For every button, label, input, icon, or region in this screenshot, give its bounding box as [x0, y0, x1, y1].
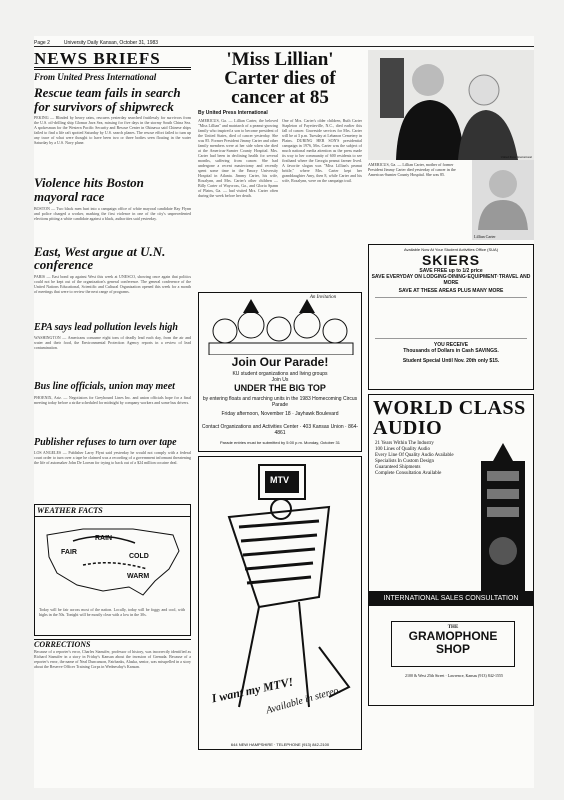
lead-body-column-1: AMERICUS, Ga. — Lillian Carter, the beloved "Miss Lillian" and matriarch of a peanut-growing family who inspired a son to become president of the United States, died of cancer yesterday. She was 85. Former President Jimmy Carter and other family members were at her side when she died at the Americus-Sumter County Hospital. Mrs. Carter had been in declining health for several months, suffering from cancer. She had undergone a recent mastectomy and recently spent some time in the Emory University Hospital in Atlanta. Jimmy Carter, his wife, Rosalynn, and Mrs. Carter's other children — Billy Carter of Waycross, Ga., and Gloria Spann of Plains, Ga. — had visited Mrs. Carter often during the week before her death.: [198, 118, 278, 198]
news-briefs-column: [34, 50, 191, 689]
story-headline: EPA says lead pollution levels high: [34, 321, 178, 333]
wca-line: Complete Consultation Available: [375, 471, 442, 476]
skiers-line-2: SAVE EVERYDAY ON LODGING·DINING·EQUIPMENT·TRAVEL AND MORE: [371, 274, 531, 286]
map-label-fair: FAIR: [61, 549, 77, 557]
story-headline: Rescue team fails in search for survivors of shipwreck: [34, 85, 181, 114]
gramophone-name: GRAMOPHONE SHOP: [408, 629, 498, 656]
gramophone-the: THE: [447, 625, 459, 630]
mtv-tagline: Available in stereo.: [264, 684, 343, 717]
lead-headline: 'Miss Lillian' Carter dies of cancer at 85: [224, 49, 336, 108]
carter-photo: [368, 50, 534, 160]
skiers-line-5: Thousands of Dollars in Cash SAVINGS.: [403, 348, 499, 354]
wca-body: [369, 441, 533, 591]
parade-big-top: UNDER THE BIG TOP: [234, 383, 326, 393]
skiers-ad: [368, 244, 534, 390]
parade-line-6: Parade entries must be submitted by 5:00 p.m. Monday, October 31: [220, 440, 340, 445]
gramophone-address: [405, 673, 503, 678]
story-headline: Violence hits Boston mayoral race: [34, 175, 144, 204]
corrections-box: [34, 639, 191, 689]
parade-line-4: Friday afternoon, November 18 · Jayhawk Boulevard: [221, 411, 339, 417]
story-body: PARIS — East bond up against West this week at UNESCO, showing once again that politics could not be kept out of the organization's general conference. The general conference of the United Nations Educational, Scientific and Cultural Organization opened this week for a month of meetings that were to review the next range of programs.: [34, 273, 191, 294]
news-briefs-title: NEWS BRIEFS: [34, 50, 191, 70]
us-map-outline: [43, 521, 183, 603]
photo-caption: AMERICUS, Ga. — Lillian Carter, mother of former President Jimmy Carter died yesterday of cancer in the Americus-Sumter County Hospital. She was 85.: [368, 162, 456, 177]
story-headline: Bus line officials, union may meet: [34, 381, 175, 393]
wca-lines: [369, 441, 473, 591]
corrections-title: CORRECTIONS: [34, 640, 91, 650]
skiers-line-3: SAVE AT THESE AREAS PLUS MANY MORE: [398, 288, 504, 294]
news-briefs-subtitle: From United Press International: [34, 72, 157, 82]
parade-headline: Join Our Parade!: [231, 355, 329, 369]
store-address: 2100 & West 25th Street · Lawrence, Kansas: [405, 673, 478, 678]
store-phone: (913) 842-1555: [478, 673, 504, 678]
mtv-slogan: I want my MTV!: [210, 674, 295, 706]
weather-forecast: Today will be fair across most of the nation. Locally, today will be foggy and cool, with highs in the 50s. Tonight will be mostly clear with a low in the 30s.: [39, 607, 185, 618]
inset-portrait: [472, 160, 534, 240]
story-body: WASHINGTON — Americans consume eight tons of deadly lead each day, from the air and water and their food, the Environmental Protection Agency reports in a review of lead contamination.: [34, 335, 191, 351]
story-body: PEKING — Blinded by heavy rains, rescuers yesterday searched fruitlessly for survivors from the U.S. oil-drilling ship Glomar Java Sea, missing for five days in the stormy South China Sea. A spokesman for the Western Pacific Security and Rescue Center in Okinawa said Chinese ships failed to find a life raft spotted Saturday by U.S. search planes. The rescue effort failed to turn up any trace of what were thought to have been two or three bodies seen floating in the water Saturday by a U.S. Navy plane.: [34, 115, 191, 146]
map-label-warm: WARM: [127, 573, 150, 581]
lead-byline: By United Press International: [198, 110, 268, 116]
lead-body-column-2: One of Mrs. Carter's older children, Ruth Carter Stapleton of Fayetteville, N.C., died earlier this fall of cancer. Graveside services for Mrs. Carter will be at 3 p.m. Tuesday at Lebanon Cemetery in Plains. DURING HER SON'S presidential campaign in 1976, Mrs. Carter was the subject of much national media attention as the press made its way to her community of 600 residents to see firsthand where the Georgia peanut farmer lived. A favorite slogan was "Miss Lillian's peanut brittle," where Mrs. Carter kept her granddaughter Amy, then 8, while Carter and his wife, Rosalynn, were on the campaign trail.: [282, 118, 362, 183]
inset-label: Lillian Carter: [474, 234, 496, 239]
invitation-label: An Invitation: [309, 295, 337, 300]
gramophone-logo: [391, 621, 515, 667]
wca-title: WORLD CLASS AUDIO: [373, 397, 526, 439]
photo-image: [368, 50, 534, 160]
wca-line: Guaranteed Shipments: [375, 465, 421, 470]
parade-line-5: Contact Organizations and Activities Center · 403 Kansas Union · 864-4861: [201, 424, 359, 436]
story-body: BOSTON — Two black men hurt into a campaign office of white mayoral candidate Ray Flynn and police charged a worker, marking the first violence in one of the city's unprecedented elections pitting a white candidate against a black, authorities said yesterday.: [34, 205, 191, 221]
map-label-cold: COLD: [129, 553, 149, 561]
mtv-logo: MTV: [270, 475, 289, 485]
story-body: LOS ANGELES — Publisher Larry Flynt said yesterday he would not comply with a federal court order to turn over a tape he claimed was a recording of a government informant threatening the life of automaker John De Lorean for trying to back out of a $24 million cocaine deal.: [34, 450, 191, 466]
audio-tower-illustration: [473, 441, 533, 591]
corrections-body: Because of a reporter's error, Charles Stansifer, professor of history, was incorrectly identified as Richard Stansifer in a story in Friday's Kansan about the invasion of Grenada. Because of a reporter's error, the name of Neal Duncanson, Fairbanks, Alaska, senior, was misspelled in a story about the Reserve Officer Training Corps in Wednesday's Kansan.: [34, 649, 191, 670]
map-label-rain: RAIN: [95, 535, 113, 543]
clown-crowd-illustration: [207, 297, 355, 355]
wca-line: 100 Lines of Quality Audio: [375, 447, 430, 452]
skiers-top: Available Now At Your Student Activities Office (SUA): [403, 247, 499, 252]
page-number: Page 2: [34, 40, 50, 46]
weather-title: WEATHER FACTS: [35, 505, 190, 517]
parade-line-2: Join Us: [271, 377, 289, 383]
paper-name: University Daily Kansan, October 31, 1983: [63, 40, 159, 46]
skiers-line-6: Student Special Until Nov. 20th only $15.: [402, 358, 500, 364]
parade-line-1: KU student organizations and living groups: [232, 371, 328, 377]
skiers-area-list: [375, 297, 527, 339]
parade-ad: [198, 292, 362, 452]
photo-credit: United Press International: [500, 155, 532, 159]
skiers-line-4: YOU RECEIVE: [433, 342, 469, 348]
world-class-audio-ad: [368, 394, 534, 706]
lead-story-text: [198, 118, 362, 288]
newspaper-page: [34, 36, 534, 788]
inset-portrait-image: [472, 160, 534, 230]
story-headline: Publisher refuses to turn over tape: [34, 436, 177, 448]
wca-international: INTERNATIONAL SALES CONSULTATION: [369, 591, 533, 606]
wca-line: Specialists In Custom Design: [375, 459, 435, 464]
right-column: [368, 50, 534, 706]
parade-line-3: by entering floats and marching units in the 1983 Homecoming Circus Parade: [202, 396, 358, 408]
wca-line: 21 Years Within The Industry: [375, 441, 434, 446]
mtv-ad: [198, 456, 362, 750]
weather-map: [43, 521, 183, 603]
wca-line: Every Line Of Quality Audio Available: [375, 453, 454, 458]
folio-line: [34, 36, 534, 47]
center-column: [198, 50, 362, 750]
mtv-footer: 644 NEW HAMPSHIRE · TELEPHONE (913) 842-2100: [230, 742, 330, 747]
story-body: PHOENIX, Ariz. — Negotiators for Greyhound Lines Inc. and union officials hope for a final meeting today before a strike scheduled for midnight by company workers and some bus drivers.: [34, 394, 191, 405]
skiers-line-1: SAVE FREE up to 1/2 price: [419, 268, 483, 274]
story-headline: East, West argue at U.N. conference: [34, 243, 166, 273]
weather-box: [34, 504, 191, 636]
skiers-logo: SKIERS: [421, 252, 481, 268]
photo-caption-row: [368, 160, 534, 240]
